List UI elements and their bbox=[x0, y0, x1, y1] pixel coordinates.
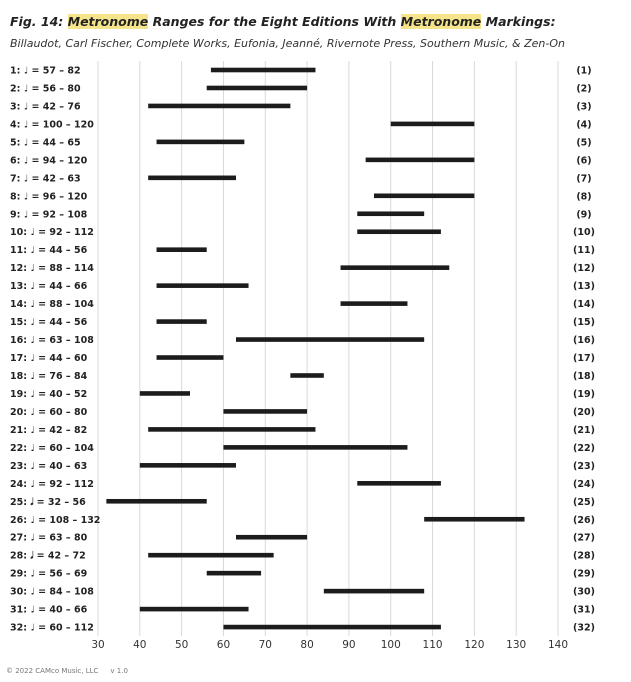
footer bbox=[6, 667, 140, 675]
row-number-label: (10) bbox=[573, 227, 595, 239]
range-bar bbox=[207, 86, 307, 91]
range-bar bbox=[341, 265, 450, 270]
x-tick-label: 40 bbox=[133, 639, 147, 651]
row-label: 4: ♩ = 100 – 120 bbox=[10, 119, 94, 131]
range-bar bbox=[148, 176, 236, 181]
range-bar bbox=[157, 283, 249, 288]
row-label: 2: ♩ = 56 – 80 bbox=[10, 83, 81, 95]
row-label: 29: ♩ = 56 – 69 bbox=[10, 568, 88, 580]
range-bar bbox=[157, 247, 207, 252]
range-bar bbox=[236, 337, 424, 342]
row-number-label: (28) bbox=[573, 550, 595, 562]
row-number-label: (7) bbox=[576, 173, 592, 185]
row-number-label: (23) bbox=[573, 460, 595, 472]
row-number-label: (1) bbox=[576, 65, 592, 77]
range-bar bbox=[140, 607, 249, 612]
row-label: 19: ♩ = 40 – 52 bbox=[10, 388, 88, 400]
title-suffix: Markings: bbox=[481, 14, 556, 29]
row-number-label: (26) bbox=[573, 514, 595, 526]
range-bar bbox=[148, 104, 290, 109]
title-prefix: Fig. 14: bbox=[10, 14, 68, 29]
x-tick-label: 110 bbox=[422, 639, 443, 651]
range-bar bbox=[341, 301, 408, 306]
row-number-label: (9) bbox=[576, 209, 592, 221]
grid-layer bbox=[98, 61, 558, 636]
row-number-label: (25) bbox=[573, 496, 595, 508]
row-label: 12: ♩ = 88 – 114 bbox=[10, 263, 94, 275]
bar-layer bbox=[106, 68, 524, 630]
x-tick-label: 130 bbox=[506, 639, 527, 651]
row-number-label: (12) bbox=[573, 263, 595, 275]
row-label: 11: ♩ = 44 – 56 bbox=[10, 245, 88, 257]
row-label: 6: ♩ = 94 – 120 bbox=[10, 155, 88, 167]
x-tick-label: 80 bbox=[300, 639, 314, 651]
row-label: 14: ♩ = 88 – 104 bbox=[10, 299, 94, 311]
row-number-label: (21) bbox=[573, 424, 595, 436]
range-bar bbox=[424, 517, 524, 522]
x-tick-label: 70 bbox=[258, 639, 272, 651]
range-bar bbox=[140, 463, 236, 468]
range-bar bbox=[157, 319, 207, 324]
title-middle: Ranges for the Eight Editions With bbox=[148, 14, 401, 29]
range-bar bbox=[223, 625, 440, 630]
range-bar bbox=[223, 445, 407, 450]
row-number-label: (13) bbox=[573, 281, 595, 293]
range-bar bbox=[223, 409, 307, 414]
row-label: 1: ♩ = 57 – 82 bbox=[10, 65, 81, 77]
range-bar bbox=[374, 193, 474, 198]
row-number-label: (14) bbox=[573, 299, 595, 311]
row-number-label: (11) bbox=[573, 245, 595, 257]
x-tick-label: 30 bbox=[91, 639, 105, 651]
row-label: 32: ♩ = 60 – 112 bbox=[10, 622, 94, 634]
range-bar bbox=[324, 589, 424, 594]
row-label: 31: ♩ = 40 – 66 bbox=[10, 604, 88, 616]
row-number-label: (29) bbox=[573, 568, 595, 580]
title-highlight-1: Metronome bbox=[67, 14, 149, 29]
row-label: 7: ♩ = 42 – 63 bbox=[10, 173, 81, 185]
row-label: 27: ♩ = 63 – 80 bbox=[10, 532, 88, 544]
row-number-label: (31) bbox=[573, 604, 595, 616]
x-tick-label: 90 bbox=[342, 639, 356, 651]
range-bar bbox=[140, 391, 190, 396]
row-label: 13: ♩ = 44 – 66 bbox=[10, 281, 88, 293]
row-label: 30: ♩ = 84 – 108 bbox=[10, 586, 94, 598]
range-bar bbox=[207, 571, 261, 576]
row-label: 9: ♩ = 92 – 108 bbox=[10, 209, 88, 221]
range-bar bbox=[148, 427, 315, 432]
row-number-label: (15) bbox=[573, 317, 595, 329]
range-bar bbox=[211, 68, 316, 73]
row-label: 10: ♩ = 92 – 112 bbox=[10, 227, 94, 239]
range-bar bbox=[357, 229, 441, 234]
row-number-label: (27) bbox=[573, 532, 595, 544]
row-number-label: (16) bbox=[573, 335, 595, 347]
row-label: 18: ♩ = 76 – 84 bbox=[10, 370, 88, 382]
x-tick-label: 60 bbox=[216, 639, 231, 651]
range-bar bbox=[236, 535, 307, 540]
range-bar bbox=[357, 211, 424, 216]
title-highlight-2: Metronome bbox=[400, 14, 482, 29]
row-label: 24: ♩ = 92 – 112 bbox=[10, 478, 94, 490]
x-tick-label: 120 bbox=[464, 639, 485, 651]
row-number-label: (5) bbox=[576, 137, 592, 149]
range-bar bbox=[357, 481, 441, 486]
row-number-label: (20) bbox=[573, 406, 595, 418]
row-label: 25: 𝅗𝅥 = 32 – 56 bbox=[10, 496, 86, 508]
row-number-label: (24) bbox=[573, 478, 595, 490]
row-number-label: (4) bbox=[576, 119, 592, 131]
row-label: 21: ♩ = 42 – 82 bbox=[10, 424, 88, 436]
row-number-label: (18) bbox=[573, 370, 595, 382]
row-label: 3: ♩ = 42 – 76 bbox=[10, 101, 81, 113]
row-label: 16: ♩ = 63 – 108 bbox=[10, 335, 94, 347]
row-label: 23: ♩ = 40 – 63 bbox=[10, 460, 88, 472]
x-tick-label: 100 bbox=[380, 639, 401, 651]
row-number-label: (2) bbox=[576, 83, 592, 95]
row-number-label: (32) bbox=[573, 622, 595, 634]
range-bar bbox=[391, 122, 475, 127]
range-bar bbox=[106, 499, 206, 504]
range-bar bbox=[157, 355, 224, 360]
version-text: v 1.0 bbox=[110, 667, 128, 675]
tick-layer bbox=[91, 639, 568, 651]
x-tick-label: 140 bbox=[547, 639, 569, 651]
row-number-label: (8) bbox=[576, 191, 592, 203]
row-label: 8: ♩ = 96 – 120 bbox=[10, 191, 88, 203]
range-bar bbox=[366, 158, 475, 163]
copyright-text: © 2022 CAMco Music, LLC bbox=[6, 667, 99, 675]
row-label: 15: ♩ = 44 – 56 bbox=[10, 317, 88, 329]
row-label: 28: 𝅗𝅥 = 42 – 72 bbox=[10, 550, 86, 562]
row-number-label: (6) bbox=[576, 155, 592, 167]
row-number-label: (22) bbox=[573, 442, 595, 454]
range-bar bbox=[157, 140, 245, 145]
row-number-label: (17) bbox=[573, 353, 595, 365]
row-label: 20: ♩ = 60 – 80 bbox=[10, 406, 88, 418]
row-number-label: (19) bbox=[573, 388, 595, 400]
row-number-label: (30) bbox=[573, 586, 595, 598]
row-number-label: (3) bbox=[576, 101, 592, 113]
x-tick-label: 50 bbox=[174, 639, 189, 651]
range-bar bbox=[290, 373, 323, 378]
chart-subtitle: Billaudot, Carl Fischer, Complete Works, Eufonia, Jeanné, Rivernote Press, Southern Music, & Zen-On bbox=[10, 37, 565, 50]
row-label: 26: ♩ = 108 – 132 bbox=[10, 514, 101, 526]
range-bar bbox=[148, 553, 273, 558]
row-label: 22: ♩ = 60 – 104 bbox=[10, 442, 94, 454]
row-label: 17: ♩ = 44 – 60 bbox=[10, 353, 88, 365]
row-label: 5: ♩ = 44 – 65 bbox=[10, 137, 81, 149]
